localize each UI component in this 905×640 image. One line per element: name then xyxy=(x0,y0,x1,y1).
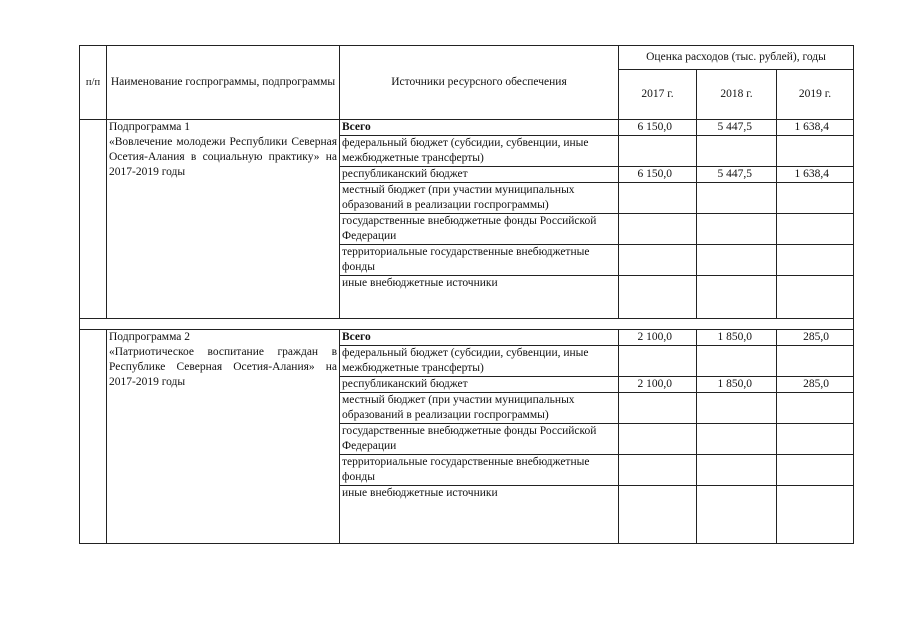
header-source: Источники ресурсного обеспечения xyxy=(340,46,619,120)
republic-2019: 1 638,4 xyxy=(777,167,854,183)
republic-2018: 1 850,0 xyxy=(697,377,777,393)
budget-table xyxy=(79,45,854,544)
header-year-2018: 2018 г. xyxy=(697,70,777,120)
header-estimate: Оценка расходов (тыс. рублей), годы xyxy=(619,46,854,70)
total-2018: 1 850,0 xyxy=(697,330,777,346)
subprogram-title: Подпрограмма 1 xyxy=(109,121,191,133)
header-num: п/п xyxy=(80,46,107,120)
table-row xyxy=(80,120,854,136)
row-number-cell xyxy=(80,330,107,544)
source-local-label: местный бюджет (при участии муниципальных образований в реализации госпрограммы) xyxy=(340,393,619,424)
source-federal-label: федеральный бюджет (субсидии, субвенции, иные межбюджетные трансферты) xyxy=(340,136,619,167)
source-republic-label: республиканский бюджет xyxy=(340,167,619,183)
source-other-label: иные внебюджетные источники xyxy=(340,486,619,544)
source-other-label: иные внебюджетные источники xyxy=(340,276,619,319)
source-state-funds-label: государственные внебюджетные фонды Российской Федерации xyxy=(340,424,619,455)
source-state-funds-label: государственные внебюджетные фонды Российской Федерации xyxy=(340,214,619,245)
republic-2017: 6 150,0 xyxy=(619,167,697,183)
header-row-1 xyxy=(80,46,854,70)
republic-2017: 2 100,0 xyxy=(619,377,697,393)
subprogram-title: Подпрограмма 2 xyxy=(109,331,191,343)
total-2017: 2 100,0 xyxy=(619,330,697,346)
total-2019: 1 638,4 xyxy=(777,120,854,136)
total-2018: 5 447,5 xyxy=(697,120,777,136)
subprogram-name-cell xyxy=(107,120,340,319)
separator-row xyxy=(80,319,854,330)
source-total-label: Всего xyxy=(340,120,619,136)
source-local-label: местный бюджет (при участии муниципальных образований в реализации госпрограммы) xyxy=(340,183,619,214)
subprogram-description: «Вовлечение молодежи Республики Северная Осетия-Алания в социальную практику» на 2017-2019 годы xyxy=(109,136,337,178)
source-territorial-funds-label: территориальные государственные внебюджетные фонды xyxy=(340,245,619,276)
total-2019: 285,0 xyxy=(777,330,854,346)
source-republic-label: республиканский бюджет xyxy=(340,377,619,393)
republic-2018: 5 447,5 xyxy=(697,167,777,183)
header-year-2019: 2019 г. xyxy=(777,70,854,120)
source-federal-label: федеральный бюджет (субсидии, субвенции, иные межбюджетные трансферты) xyxy=(340,346,619,377)
row-number-cell xyxy=(80,120,107,319)
table-row xyxy=(80,330,854,346)
source-total-label: Всего xyxy=(340,330,619,346)
source-territorial-funds-label: территориальные государственные внебюджетные фонды xyxy=(340,455,619,486)
subprogram-name-cell xyxy=(107,330,340,544)
republic-2019: 285,0 xyxy=(777,377,854,393)
total-2017: 6 150,0 xyxy=(619,120,697,136)
header-name: Наименование госпрограммы, подпрограммы xyxy=(107,46,340,120)
subprogram-description: «Патриотическое воспитание граждан в Республике Северная Осетия-Алания» на 2017-2019 годы xyxy=(109,346,337,388)
header-year-2017: 2017 г. xyxy=(619,70,697,120)
